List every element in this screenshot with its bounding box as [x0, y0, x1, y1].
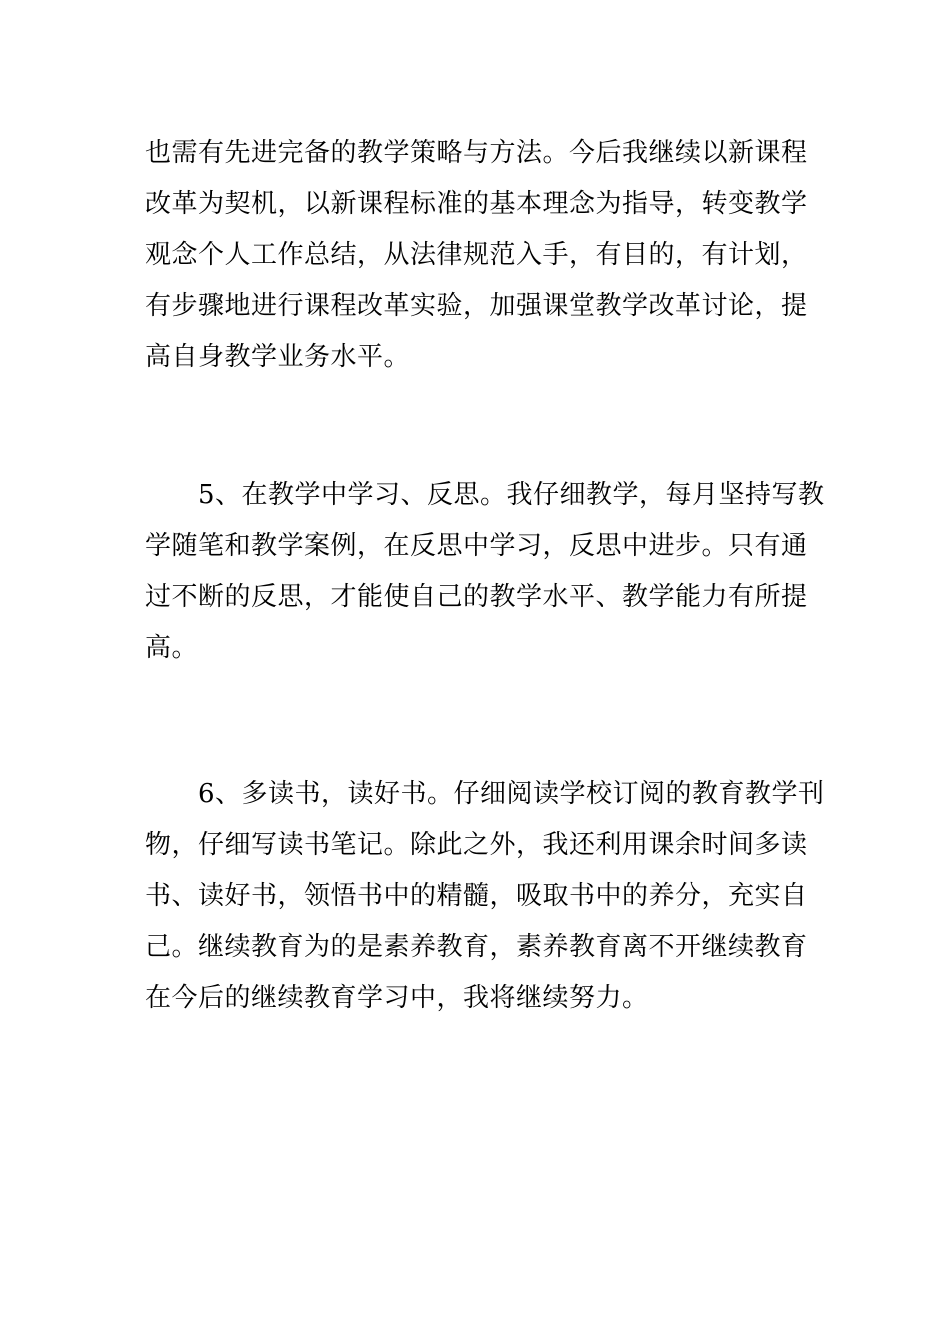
- text-line: 有步骤地进行课程改革实验，加强课堂教学改革讨论，提: [145, 291, 808, 321]
- text-line: 物，仔细写读书笔记。除此之外，我还利用课余时间多读: [145, 830, 808, 860]
- text-line: 书、读好书，领悟书中的精髓，吸取书中的养分，充实自: [145, 881, 808, 911]
- text-line: 也需有先进完备的教学策略与方法。今后我继续以新课程: [145, 138, 808, 168]
- text-line: 高。: [145, 633, 199, 663]
- text-line: 5、在教学中学习、反思。我仔细教学，每月坚持写教: [145, 480, 825, 510]
- text-line: 观念个人工作总结，从法律规范入手，有目的，有计划，: [145, 240, 808, 270]
- paragraph-continuation: [145, 128, 809, 383]
- text-line: 高自身教学业务水平。: [145, 342, 411, 372]
- text-line: 改革为契机，以新课程标准的基本理念为指导，转变教学: [145, 189, 808, 219]
- text-line: 己。继续教育为的是素养教育，素养教育离不开继续教育: [145, 932, 808, 962]
- text-line: 6、多读书，读好书。仔细阅读学校订阅的教育教学刊: [145, 779, 825, 809]
- paragraph-item-6: [145, 769, 825, 1024]
- paragraph-item-5: [145, 470, 825, 674]
- text-line: 学随笔和教学案例，在反思中学习，反思中进步。只有通: [145, 531, 808, 561]
- text-line: 过不断的反思，才能使自己的教学水平、教学能力有所提: [145, 582, 808, 612]
- text-line: 在今后的继续教育学习中，我将继续努力。: [145, 983, 649, 1013]
